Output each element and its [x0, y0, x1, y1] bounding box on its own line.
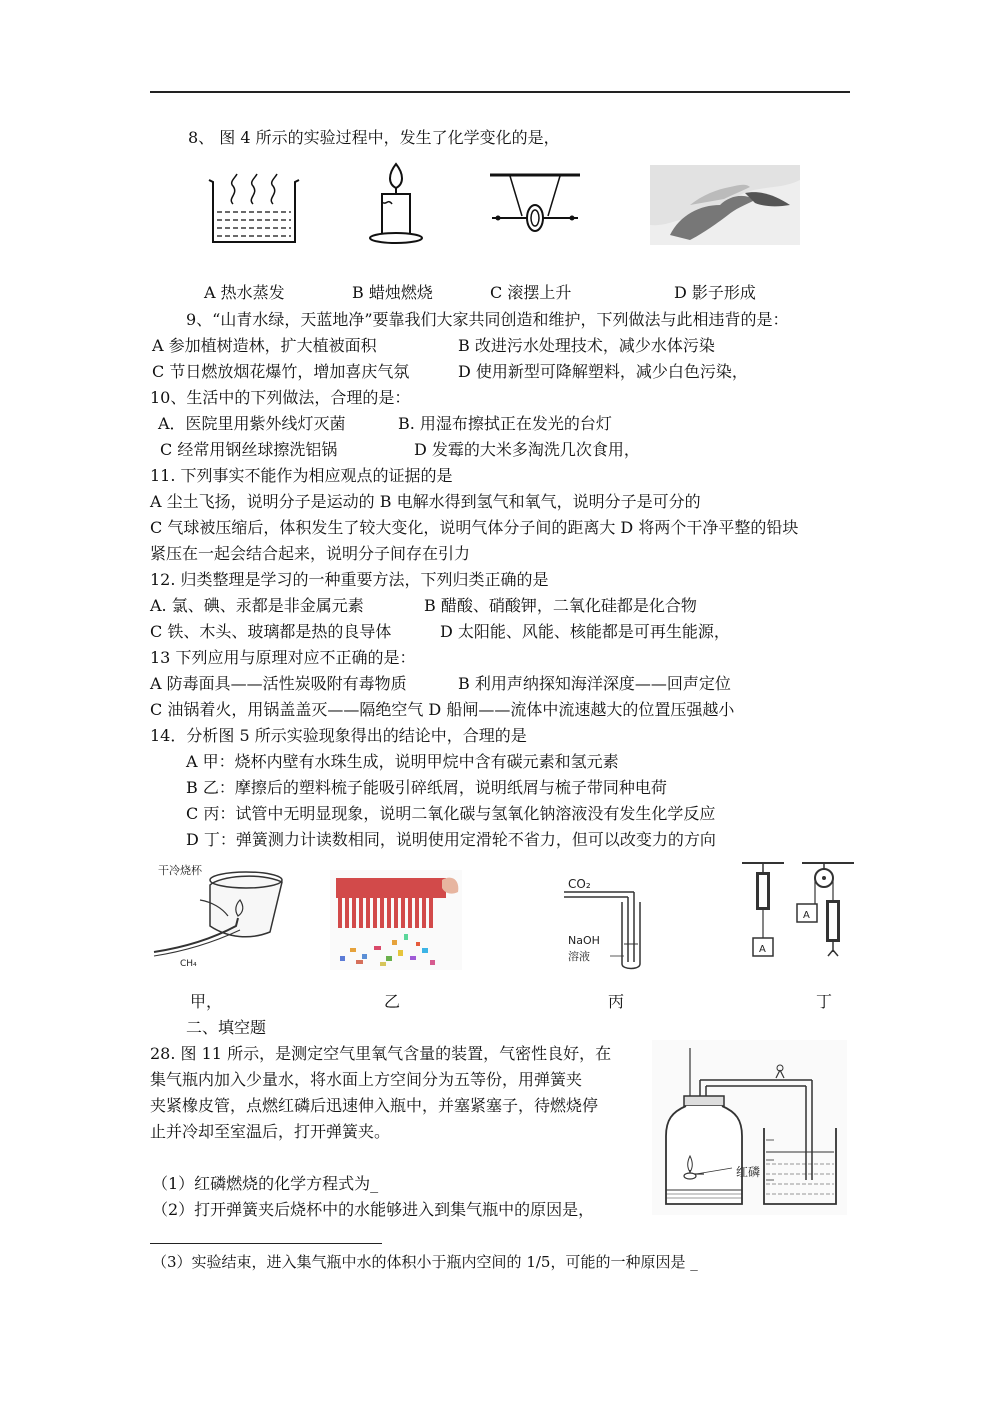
q8-option-c: C 滚摆上升 [490, 283, 572, 302]
q10-stem: 10、生活中的下列做法，合理的是： [150, 388, 411, 407]
q13-option-b: B 利用声纳探知海洋深度——回声定位 [458, 674, 731, 693]
q10-option-c: C 经常用钢丝球擦洗铝锅 [160, 440, 338, 459]
q8-option-b: B 蜡烛燃烧 [352, 283, 433, 302]
q12-stem: 12. 归类整理是学习的一种重要方法，下列归类正确的是 [150, 570, 549, 589]
q28-line-2: 集气瓶内加入少量水，将水面上方空间分为五等份，用弹簧夹 [150, 1070, 583, 1089]
q9-option-c: C 节日燃放烟花爆竹，增加喜庆气氛 [152, 362, 410, 381]
q13-line-2: C 油锅着火，用锅盖盖灭——隔绝空气 D 船闸——流体中流速越大的位置压强越小 [150, 700, 735, 719]
naoh-label: NaOH [568, 934, 600, 947]
q12-option-a: A. 氯、碘、汞都是非金属元素 [150, 596, 364, 615]
q9-option-b: B 改进污水处理技术，减少水体污染 [458, 336, 715, 355]
fig-label-yi: 乙 [384, 992, 401, 1011]
header-rule [150, 91, 850, 93]
q13-stem: 13 下列应用与原理对应不正确的是： [150, 648, 416, 667]
burning-candle-figure [366, 160, 426, 245]
ch4-label: CH₄ [180, 959, 197, 969]
q8-stem: 8、 图 4 所示的实验过程中，发生了化学变化的是， [188, 128, 560, 147]
maxwell-wheel-figure [488, 172, 583, 232]
q9-option-d: D 使用新型可降解塑料，减少白色污染， [458, 362, 748, 381]
cold-beaker-label: 干冷烧杯 [158, 864, 202, 877]
hand-shadow-figure [650, 165, 800, 245]
fig-label-bing: 丙 [608, 992, 625, 1011]
q14-option-b: B 乙：摩擦后的塑料梳子能吸引碎纸屑，说明纸屑与梳子带同种电荷 [186, 778, 667, 797]
red-phosphorus-label: 红磷 [736, 1165, 761, 1179]
comb-paper-figure [330, 870, 462, 970]
q12-option-d: D 太阳能、风能、核能都是可再生能源， [440, 622, 730, 641]
q28-part-2: （2）打开弹簧夹后烧杯中的水能够进入到集气瓶中的原因是， [152, 1200, 595, 1219]
q14-option-a: A 甲：烧杯内壁有水珠生成，说明甲烷中含有碳元素和氢元素 [186, 752, 619, 771]
q9-option-a: A 参加植树造林，扩大植被面积 [152, 336, 377, 355]
section-2-heading: 二、填空题 [186, 1018, 267, 1037]
q10-option-b: B. 用湿布擦拭正在发光的台灯 [398, 414, 612, 433]
methane-beaker-figure [150, 860, 300, 970]
q28-line-1: 28. 图 11 所示，是测定空气里氧气含量的装置，气密性良好，在 [150, 1044, 612, 1063]
pulley-figure [736, 860, 861, 970]
q9-stem: 9、“山青水绿，天蓝地净”要靠我们大家共同创造和维护，下列做法与此相违背的是： [186, 310, 789, 329]
q12-option-c: C 铁、木头、玻璃都是热的良导体 [150, 622, 392, 641]
q14-option-c: C 丙：试管中无明显现象，说明二氧化碳与氢氧化钠溶液没有发生化学反应 [186, 804, 716, 823]
q28-part-3: （3）实验结束，进入集气瓶中水的体积小于瓶内空间的 1/5，可能的一种原因是 _ [152, 1253, 698, 1271]
q11-line-3: 紧压在一起会结合起来，说明分子间存在引力 [150, 544, 471, 563]
q11-stem: 11. 下列事实不能作为相应观点的证据的是 [150, 466, 453, 485]
oxygen-apparatus-figure [652, 1040, 847, 1215]
q11-line-2: C 气球被压缩后，体积发生了较大变化，说明气体分子间的距离大 D 将两个干净平整的铅块 [150, 518, 799, 537]
q10-option-d: D 发霉的大米多淘洗几次食用， [414, 440, 640, 459]
q13-option-a: A 防毒面具——活性炭吸附有毒物质 [150, 674, 407, 693]
weight-a-label-1: A [759, 944, 766, 955]
footnote-rule [150, 1243, 382, 1244]
q11-line-1: A 尘土飞扬，说明分子是运动的 B 电解水得到氢气和氧气，说明分子是可分的 [150, 492, 701, 511]
q14-option-d: D 丁：弹簧测力计读数相同，说明使用定滑轮不省力，但可以改变力的方向 [186, 830, 716, 849]
q8-option-a: A 热水蒸发 [204, 283, 285, 302]
q28-line-4: 止并冷却至室温后，打开弹簧夹。 [150, 1122, 391, 1141]
q10-option-a: A．医院里用紫外线灯灭菌 [158, 414, 346, 433]
weight-a-label-2: A [803, 910, 810, 921]
fig-label-ding: 丁 [816, 992, 833, 1011]
fig-label-jia: 甲， [190, 992, 223, 1011]
q28-line-3: 夹紧橡皮管，点燃红磷后迅速伸入瓶中，并塞紧塞子，待燃烧停 [150, 1096, 599, 1115]
q8-option-d: D 影子形成 [674, 283, 756, 302]
q28-part-1: （1）红磷燃烧的化学方程式为_ [152, 1174, 379, 1193]
q14-stem: 14．分析图 5 所示实验现象得出的结论中，合理的是 [150, 726, 527, 745]
co2-label: CO₂ [568, 877, 591, 891]
solution-label: 溶液 [568, 950, 590, 963]
hot-water-beaker-figure [205, 172, 300, 247]
q12-option-b: B 醋酸、硝酸钾，二氧化硅都是化合物 [424, 596, 697, 615]
co2-naoh-figure [548, 872, 658, 972]
